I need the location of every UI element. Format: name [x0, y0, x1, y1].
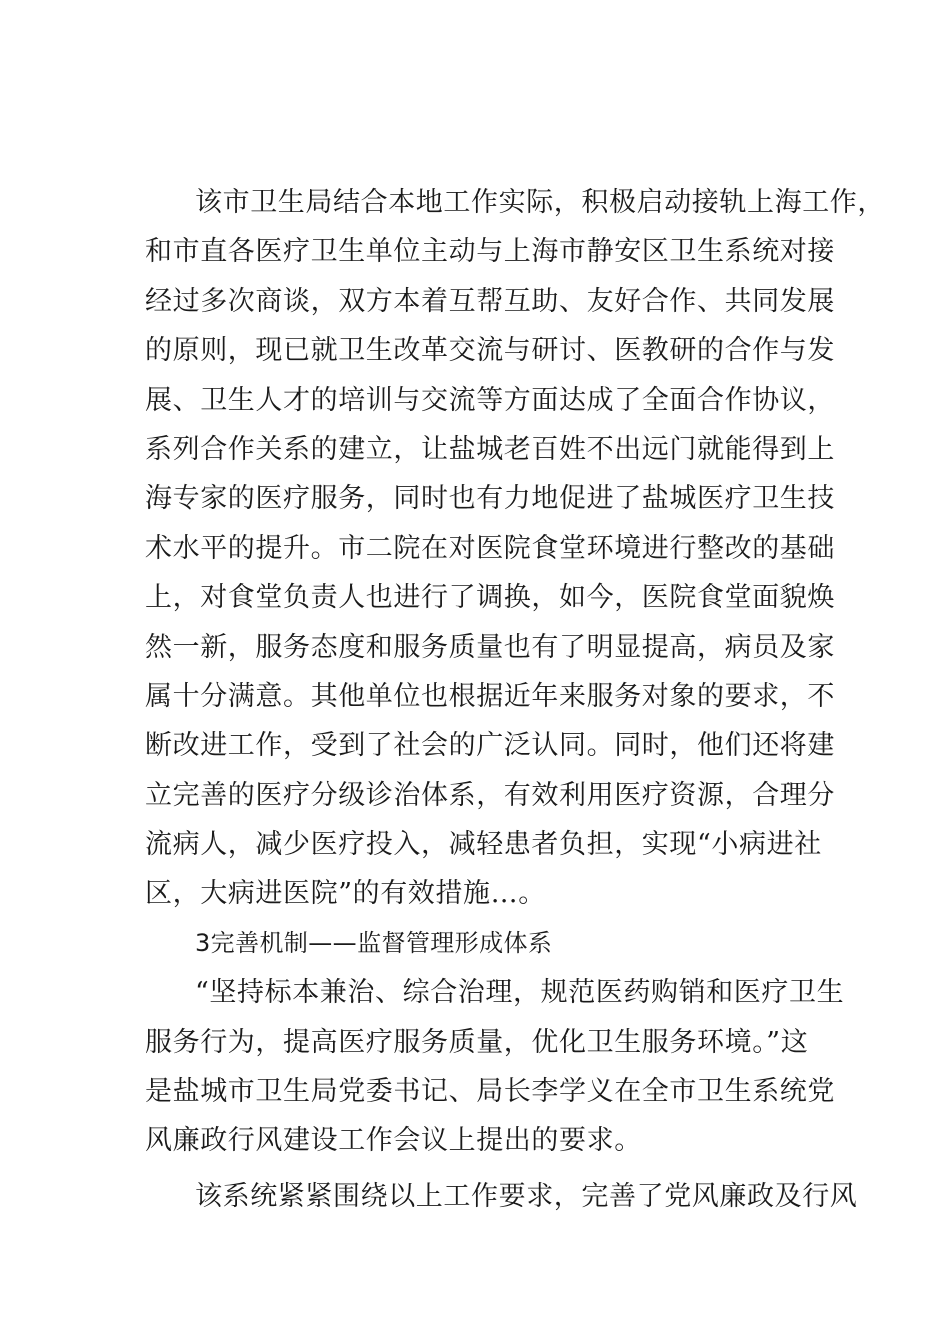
text-line: 风廉政行风建设工作会议上提出的要求。	[145, 1125, 642, 1157]
paragraph-1	[145, 178, 885, 919]
text-line: 断改进工作，受到了社会的广泛认同。同时，他们还将建	[145, 730, 835, 762]
text-line: 海专家的医疗服务，同时也有力地促进了盐城医疗卫生技	[145, 483, 835, 515]
text-line: “坚持标本兼治、综合治理，规范医药购销和医疗卫生	[195, 977, 845, 1009]
text-line: 该市卫生局结合本地工作实际，积极启动接轨上海工作，	[195, 187, 885, 218]
text-line: 立完善的医疗分级诊治体系，有效利用医疗资源，合理分	[145, 779, 835, 811]
text-line: 服务行为，提高医疗服务质量，优化卫生服务环境。”这	[145, 1026, 809, 1058]
text-line: 属十分满意。其他单位也根据近年来服务对象的要求，不	[145, 680, 835, 712]
text-line: 展、卫生人才的培训与交流等方面达成了全面合作协议，	[145, 384, 835, 416]
text-line: 是盐城市卫生局党委书记、局长李学义在全市卫生系统党	[145, 1076, 835, 1108]
text-line: 区，大病进医院”的有效措施…。	[145, 878, 546, 910]
paragraph-2	[145, 968, 845, 1166]
section-heading: 3完善机制——监督管理形成体系	[195, 928, 553, 957]
text-line: 的原则，现已就卫生改革交流与研讨、医教研的合作与发	[145, 335, 835, 367]
text-line: 经过多次商谈，双方本着互帮互助、友好合作、共同发展	[145, 285, 835, 317]
text-line: 系列合作关系的建立，让盐城老百姓不出远门就能得到上	[145, 433, 835, 465]
paragraph-3	[145, 1172, 858, 1221]
text-line: 流病人，减少医疗投入，减轻患者负担，实现“小病进社	[145, 829, 822, 861]
text-line: 和市直各医疗卫生单位主动与上海市静安区卫生系统对接	[145, 236, 835, 268]
text-line: 然一新，服务态度和服务质量也有了明显提高，病员及家	[145, 631, 835, 663]
text-line: 该系统紧紧围绕以上工作要求，完善了党风廉政及行风	[195, 1180, 858, 1212]
text-line: 上，对食堂负责人也进行了调换，如今，医院食堂面貌焕	[145, 582, 835, 614]
text-line: 术水平的提升。市二院在对医院食堂环境进行整改的基础	[145, 532, 835, 564]
body-text	[145, 178, 885, 1221]
